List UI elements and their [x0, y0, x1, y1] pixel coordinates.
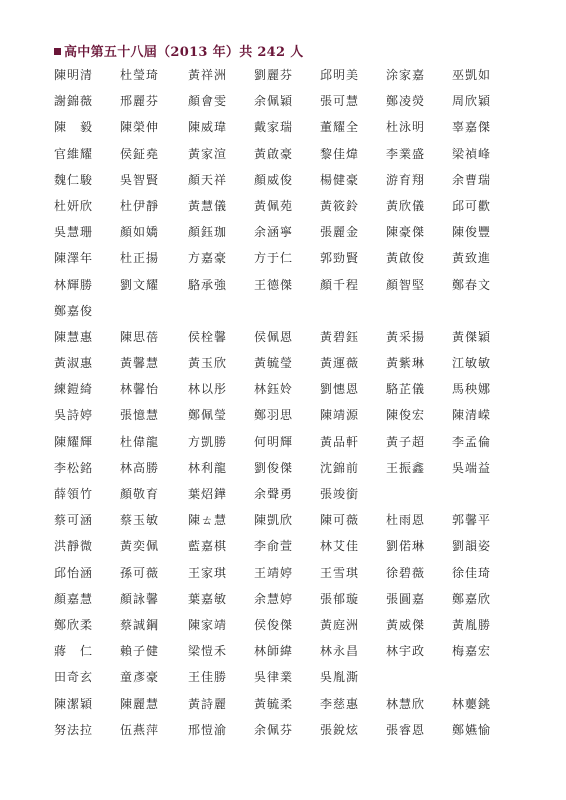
student-name: 鄭凌熒	[386, 94, 426, 109]
student-name: 邱可歡	[452, 198, 492, 213]
student-name: 顏千程	[320, 277, 360, 292]
name-row	[0, 193, 566, 219]
student-name: 吳智賢	[120, 172, 160, 187]
student-name: 黃傑穎	[452, 329, 492, 344]
student-name: 余聲勇	[254, 487, 294, 501]
name-row	[0, 88, 566, 114]
student-name: 陳榮伸	[120, 120, 160, 135]
student-name: 邱怡涵	[54, 565, 94, 580]
name-row	[0, 429, 566, 455]
student-name: 伍燕萍	[120, 722, 160, 737]
student-name: 黃祥洲	[188, 68, 228, 82]
name-row	[0, 272, 566, 298]
student-name: 張麗金	[320, 225, 360, 240]
student-name: 郭勁賢	[320, 251, 360, 266]
student-name: 顏會雯	[188, 94, 228, 109]
student-name: 馬秧娜	[452, 382, 492, 397]
name-row	[0, 612, 566, 638]
student-name: 邢麗芬	[120, 94, 160, 109]
student-name: 方凱勝	[188, 434, 228, 449]
student-name: 林師緯	[254, 644, 294, 659]
student-name: 林慧欣	[386, 696, 426, 711]
name-row	[0, 350, 566, 376]
name-row	[0, 586, 566, 612]
student-name: 陳俊豐	[452, 225, 492, 240]
student-name: 張銳炫	[320, 722, 360, 737]
student-name: 陳麗慧	[120, 696, 160, 711]
student-name: 梁愷禾	[188, 644, 228, 659]
student-name: 黃家渲	[188, 146, 228, 161]
student-name: 楊健豪	[320, 172, 360, 187]
student-name: 吳慧珊	[54, 225, 94, 240]
student-name: 杜泳明	[386, 120, 426, 135]
student-name: 方嘉豪	[188, 251, 228, 266]
student-name: 李松銘	[54, 460, 94, 475]
student-name: 顏嘉慧	[54, 591, 94, 606]
student-name: 黃子超	[386, 434, 426, 449]
student-name: 努法拉	[54, 722, 94, 737]
student-name: 鄭佩瑩	[188, 408, 228, 423]
student-name: 顏智堅	[386, 277, 426, 292]
name-row	[0, 324, 566, 350]
student-name: 侯栓馨	[188, 329, 228, 344]
student-name: 鄭欣柔	[54, 617, 94, 632]
student-name: 王雪琪	[320, 565, 360, 580]
student-name: 陳俊宏	[386, 408, 426, 423]
student-name: 魏仁駿	[54, 172, 94, 187]
student-name: 賴子健	[120, 644, 160, 659]
student-name: 黃胤勝	[452, 617, 492, 632]
student-name: 蔡玉敏	[120, 513, 160, 528]
section-title	[54, 41, 304, 60]
student-name: 吳端益	[452, 460, 492, 475]
student-name: 黃紫琳	[386, 356, 426, 371]
student-name: 黃奕佩	[120, 539, 160, 554]
student-name: 官維耀	[54, 146, 94, 161]
student-name: 黃淑惠	[54, 356, 94, 371]
student-name: 顏天祥	[188, 172, 228, 187]
student-name: 黃毓瑩	[254, 356, 294, 371]
student-name: 張憶慧	[120, 408, 160, 423]
name-row	[0, 664, 566, 690]
student-name: 余慧婷	[254, 591, 294, 606]
student-name: 江敏敏	[452, 356, 492, 371]
student-name: 林艾佳	[320, 539, 360, 554]
name-row	[0, 245, 566, 271]
student-name: 黃佩苑	[254, 198, 294, 213]
name-row	[0, 376, 566, 402]
student-name: 郭馨平	[452, 513, 492, 528]
student-name: 鄭嘉欣	[452, 591, 492, 606]
student-name: 侯俊傑	[254, 617, 294, 632]
student-name: 陳家靖	[188, 617, 228, 632]
student-name: 黃運薇	[320, 356, 360, 371]
student-name: 杜伊靜	[120, 198, 160, 213]
student-name: 葉炤鏵	[188, 487, 228, 501]
name-row	[0, 638, 566, 664]
student-name: 吳詩婷	[54, 408, 94, 423]
student-name: 李業盛	[386, 146, 426, 161]
student-name: 劉俊傑	[254, 460, 294, 475]
student-name: 吳律業	[254, 670, 294, 685]
student-name: 黃碧鈺	[320, 329, 360, 344]
student-name: 黃慧儀	[188, 198, 228, 213]
student-name: 顏敬育	[120, 487, 160, 501]
student-name: 杜瑩琦	[120, 68, 160, 82]
student-name: 顏鈺珈	[188, 225, 228, 240]
student-name: 駱芷儀	[386, 382, 426, 397]
student-name: 林以彤	[188, 382, 228, 397]
student-name: 孫可薇	[120, 565, 160, 580]
name-list	[0, 62, 566, 743]
name-row	[0, 114, 566, 140]
student-name: 涂家嘉	[386, 68, 426, 82]
student-name: 王德傑	[254, 277, 294, 292]
student-name: 王靖婷	[254, 565, 294, 580]
student-name: 張竣銜	[320, 487, 360, 501]
student-name: 余佩穎	[254, 94, 294, 109]
student-name: 劉麗芬	[254, 68, 294, 82]
student-name: 黃致進	[452, 251, 492, 266]
student-name: 陳 毅	[54, 120, 94, 135]
student-name: 黃毓柔	[254, 696, 294, 711]
student-name: 駱承強	[188, 277, 228, 292]
student-name: 陳清嵘	[452, 408, 492, 423]
student-name: 陳靖源	[320, 408, 360, 423]
student-name: 林永昌	[320, 644, 360, 659]
student-name: 林輝勝	[54, 277, 94, 292]
student-name: 杜正揚	[120, 251, 160, 266]
name-row	[0, 402, 566, 428]
student-name: 劉偌琳	[386, 539, 426, 554]
student-name: 黃玉欣	[188, 356, 228, 371]
student-name: 陳耀輝	[54, 434, 94, 449]
student-name: 劉韻姿	[452, 539, 492, 554]
student-name: 鄭春文	[452, 277, 492, 292]
student-name: 謝錦薇	[54, 94, 94, 109]
student-name: 何明輝	[254, 434, 294, 449]
name-row	[0, 691, 566, 717]
student-name: 蔡可涵	[54, 513, 94, 528]
student-name: 周欣穎	[452, 94, 492, 109]
student-name: 張睿恩	[386, 722, 426, 737]
student-name: 林蘡銚	[452, 696, 492, 711]
student-name: 顏詠馨	[120, 591, 160, 606]
student-name: 王家琪	[188, 565, 228, 580]
student-name: 練鎧綺	[54, 382, 94, 397]
student-name: 梁禎峰	[452, 146, 492, 161]
student-name: 陳威瑋	[188, 120, 228, 135]
name-row	[0, 298, 566, 324]
student-name: 劉文耀	[120, 277, 160, 292]
student-name: 陳ㄊ慧	[188, 513, 228, 528]
student-name: 李慈惠	[320, 696, 360, 711]
student-name: 徐佳琦	[452, 565, 492, 580]
student-name: 黃筱鈴	[320, 198, 360, 213]
student-name: 陳澤年	[54, 251, 94, 266]
student-name: 蔣 仁	[54, 644, 94, 659]
student-name: 顏威俊	[254, 172, 294, 187]
name-row	[0, 533, 566, 559]
student-name: 張郁璇	[320, 591, 360, 606]
student-name: 鄭嘉俊	[54, 303, 94, 318]
student-name: 黃馨慧	[120, 356, 160, 371]
student-name: 余佩芬	[254, 722, 294, 737]
student-name: 黃啟俊	[386, 251, 426, 266]
student-name: 杜妍欣	[54, 198, 94, 213]
student-name: 劉憓恩	[320, 382, 360, 397]
student-name: 蔡誠鋼	[120, 617, 160, 632]
student-name: 梅嘉宏	[452, 644, 492, 659]
student-name: 林利龍	[188, 460, 228, 475]
student-name: 林宇政	[386, 644, 426, 659]
student-name: 林高勝	[120, 460, 160, 475]
student-name: 藍嘉棋	[188, 539, 228, 554]
student-name: 黃啟豪	[254, 146, 294, 161]
student-name: 巫凱如	[452, 68, 492, 82]
student-name: 侯鉦堯	[120, 146, 160, 161]
square-bullet-icon	[54, 48, 61, 55]
student-name: 薛領竹	[54, 487, 94, 501]
student-name: 黎佳煒	[320, 146, 360, 161]
student-name: 陳慧惠	[54, 329, 94, 344]
student-name: 童彥豪	[120, 670, 160, 685]
name-row	[0, 141, 566, 167]
student-name: 陳可薇	[320, 513, 360, 528]
student-name: 沈錦前	[320, 460, 360, 475]
name-row	[0, 455, 566, 481]
student-name: 顏如嬌	[120, 225, 160, 240]
section-title-text: 高中第五十八屆（2013 年）共 242 人	[64, 45, 304, 60]
name-row	[0, 507, 566, 533]
student-name: 杜偉龍	[120, 434, 160, 449]
student-name: 戴家瑞	[254, 120, 294, 135]
student-name: 邢愷渝	[188, 722, 228, 737]
student-name: 葉嘉敏	[188, 591, 228, 606]
student-name: 余曹瑞	[452, 172, 492, 187]
student-name: 吳胤澌	[320, 670, 360, 685]
student-name: 林馨怡	[120, 382, 160, 397]
student-name: 鄭嬿愉	[452, 722, 492, 737]
student-name: 黃詩麗	[188, 696, 228, 711]
student-name: 邱明美	[320, 68, 360, 82]
student-name: 方于仁	[254, 251, 294, 266]
name-row	[0, 717, 566, 743]
student-name: 游育翔	[386, 172, 426, 187]
student-name: 侯佩恩	[254, 329, 294, 344]
student-name: 黃威傑	[386, 617, 426, 632]
student-name: 李俞萱	[254, 539, 294, 554]
name-row	[0, 219, 566, 245]
student-name: 董耀全	[320, 120, 360, 135]
student-name: 陳凱欣	[254, 513, 294, 528]
student-name: 張圓嘉	[386, 591, 426, 606]
student-name: 陳潔穎	[54, 696, 94, 711]
student-name: 黃庭洲	[320, 617, 360, 632]
student-name: 黃采揚	[386, 329, 426, 344]
name-row	[0, 481, 566, 507]
name-row	[0, 62, 566, 88]
student-name: 李孟倫	[452, 434, 492, 449]
student-name: 余涵寧	[254, 225, 294, 240]
student-name: 黃欣儀	[386, 198, 426, 213]
student-name: 陳豪傑	[386, 225, 426, 240]
student-name: 辜嘉傑	[452, 120, 492, 135]
name-row	[0, 167, 566, 193]
student-name: 林鈺姈	[254, 382, 294, 397]
student-name: 田奇玄	[54, 670, 94, 685]
student-name: 王振鑫	[386, 460, 426, 475]
student-name: 張可慧	[320, 94, 360, 109]
student-name: 徐碧薇	[386, 565, 426, 580]
student-name: 黃品軒	[320, 434, 360, 449]
student-name: 陳明清	[54, 68, 94, 82]
student-name: 洪靜微	[54, 539, 94, 554]
student-name: 王佳勝	[188, 670, 228, 685]
student-name: 陳思蓓	[120, 329, 160, 344]
student-name: 鄭羽思	[254, 408, 294, 423]
name-row	[0, 560, 566, 586]
student-name: 杜雨恩	[386, 513, 426, 528]
